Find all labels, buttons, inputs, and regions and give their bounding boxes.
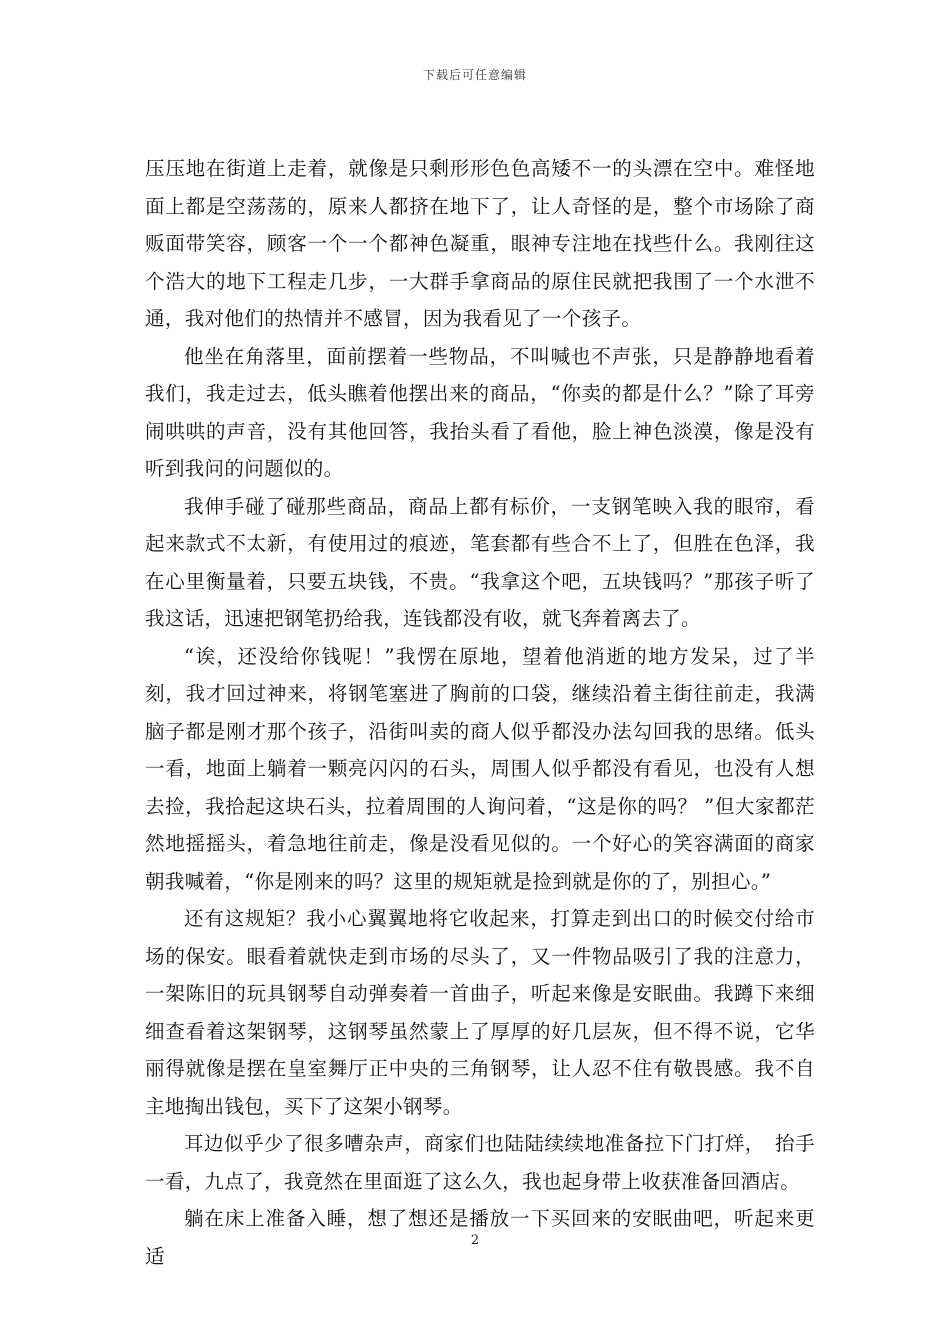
page-header: 下载后可任意编辑 (422, 68, 527, 82)
paragraph-3: 我伸手碰了碰那些商品，商品上都有标价，一支钢笔映入我的眼帘，看起来款式不太新，有使用过的痕迹，笔套都有些合不上了，但胜在色泽，我在心里衡量着，只要五块钱，不贵。“我拿这个吧，五块钱吗？”那孩子听了我这话，迅速把钢笔扔给我，连钱都没有收，就飞奔着离去了。 (145, 494, 815, 630)
paragraph-6: 耳边似乎少了很多嘈杂声，商家们也陆陆续续地准备拉下门打烊， 抬手一看，九点了，我竟然在里面逛了这么久，我也起身带上收获准备回酒店。 (145, 1132, 815, 1193)
paragraph-4: “诶，还没给你钱呢！”我愣在原地，望着他消逝的地方发呆，过了半刻，我才回过神来，将钢笔塞进了胸前的口袋，继续沿着主街往前走，我满脑子都是刚才那个孩子，沿街叫卖的商人似乎都没办法勾回我的思绪。低头一看，地面上躺着一颗亮闪闪的石头，周围人似乎都没有看见，也没有人想去捡，我拾起这块石头，拉着周围的人询问着，“这是你的吗？ ”但大家都茫然地摇摇头，着急地往前走，像是没看见似的。一个好心的笑容满面的商家朝我喊着，“你是刚来的吗？这里的规矩就是捡到就是你的了，别担心。” (145, 644, 815, 893)
page-number: 2 (470, 1233, 480, 1248)
body-text (145, 150, 815, 1275)
paragraph-7: 躺在床上准备入睡，想了想还是播放一下买回来的安眠曲吧，听起来更适 (145, 1207, 815, 1268)
paragraph-5: 还有这规矩？我小心翼翼地将它收起来，打算走到出口的时候交付给市场的保安。眼看着就快走到市场的尽头了，又一件物品吸引了我的注意力，一架陈旧的玩具钢琴自动弹奏着一首曲子，听起来像是安眠曲。我蹲下来细细查看着这架钢琴，这钢琴虽然蒙上了厚厚的好几层灰，但不得不说，它华丽得就像是摆在皇室舞厅正中央的三角钢琴，让人忍不住有敬畏感。我不自主地掏出钱包，买下了这架小钢琴。 (145, 907, 815, 1118)
paragraph-2: 他坐在角落里，面前摆着一些物品，不叫喊也不声张，只是静静地看着我们，我走过去，低头瞧着他摆出来的商品，“你卖的都是什么？”除了耳旁闹哄哄的声音，没有其他回答，我抬头看了看他，脸上神色淡漠，像是没有听到我问的问题似的。 (145, 344, 815, 480)
paragraph-1: 压压地在街道上走着，就像是只剩形形色色高矮不一的头漂在空中。难怪地面上都是空荡荡的，原来人都挤在地下了，让人奇怪的是，整个市场除了商贩面带笑容，顾客一个一个都神色凝重，眼神专注地在找些什么。我刚往这个浩大的地下工程走几步，一大群手拿商品的原住民就把我围了一个水泄不通，我对他们的热情并不感冒，因为我看见了一个孩子。 (145, 157, 815, 330)
